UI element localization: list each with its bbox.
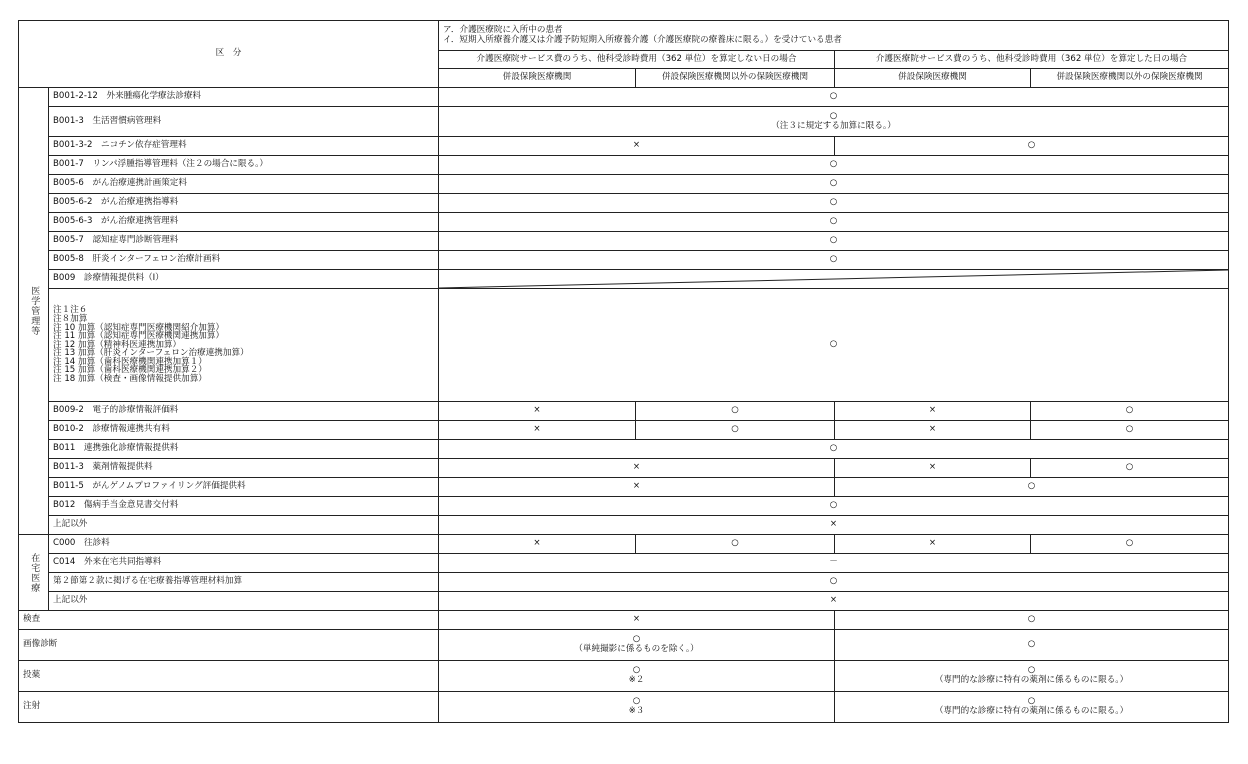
cell-mark: ○ — [1027, 696, 1036, 707]
row-label: B001-3 生活習慣病管理料 — [49, 107, 439, 137]
header-heisetsu-1: 併設保険医療機関 — [439, 69, 636, 88]
cell-value — [439, 692, 835, 723]
note-item: 注 13 加算（肝炎インターフェロン治療連携加算） — [53, 348, 249, 359]
cell-mark: ○ — [632, 665, 641, 676]
cell-note: ※３ — [628, 706, 645, 716]
cell-value: ○ — [439, 156, 1229, 175]
cell-value — [439, 661, 835, 692]
row-label: B009-2 電子的診療情報評価料 — [49, 402, 439, 421]
row-label: 画像診断 — [19, 630, 439, 661]
cell-value: ○ — [439, 289, 1229, 402]
cell-value — [835, 692, 1229, 723]
cell-value: ○ — [835, 611, 1229, 630]
cell-value: － — [439, 554, 1229, 573]
row-label: B009 診療情報提供料（Ⅰ） — [49, 270, 439, 289]
row-label: B011-3 薬剤情報提供料 — [49, 459, 439, 478]
row-label: 上記以外 — [49, 592, 439, 611]
cell-value: × — [439, 137, 835, 156]
cell-value: ○ — [1031, 535, 1229, 554]
note-item: 注 12 加算（精神科医連携加算） — [53, 339, 182, 350]
note-item: 注８加算 — [53, 313, 88, 324]
cell-value: ○ — [439, 440, 1229, 459]
row-label: B011-5 がんゲノムプロファイリング評価提供料 — [49, 478, 439, 497]
cell-value: ○ — [439, 573, 1229, 592]
cell-value: ○ — [835, 630, 1229, 661]
row-label: C014 外来在宅共同指導料 — [49, 554, 439, 573]
cell-value: ○ — [439, 88, 1229, 107]
cell-value: ○ — [1031, 402, 1229, 421]
cell-value: × — [835, 459, 1031, 478]
cell-value: ○ — [439, 251, 1229, 270]
diagonal-line — [439, 270, 1228, 288]
cell-value — [439, 630, 835, 661]
cell-value: × — [835, 402, 1031, 421]
row-label: 第２節第２款に掲げる在宅療養指導管理材料加算 — [49, 573, 439, 592]
cell-value: ○ — [439, 213, 1229, 232]
cell-note: （注３に規定する加算に限る。） — [771, 120, 896, 131]
billing-table — [18, 20, 1229, 723]
cell-mark: ○ — [829, 110, 838, 121]
row-label: 上記以外 — [49, 516, 439, 535]
cell-value: ○ — [636, 421, 835, 440]
row-label: B005-6-3 がん治療連携管理料 — [49, 213, 439, 232]
cell-value: × — [439, 516, 1229, 535]
cell-note: （単純撮影に係るものを除く。） — [574, 644, 699, 654]
row-label: B005-6 がん治療連携計画策定料 — [49, 175, 439, 194]
cell-value: × — [835, 535, 1031, 554]
header-patients — [439, 21, 1229, 51]
category-igaku: 医学管理等 — [19, 88, 49, 535]
row-label: B005-7 認知症専門診断管理料 — [49, 232, 439, 251]
cell-value: ○ — [835, 137, 1229, 156]
cell-value — [439, 107, 1229, 137]
header-other-1: 併設保険医療機関以外の保険医療機関 — [636, 69, 835, 88]
cell-value: × — [439, 535, 636, 554]
note-item: 注 10 加算（認知症専門医療機関紹介加算） — [53, 322, 225, 333]
cell-mark: ○ — [1027, 665, 1036, 676]
note-item: 注 14 加算（歯科医療機関連携加算１） — [53, 356, 207, 367]
cell-value: ○ — [439, 232, 1229, 251]
row-label: B010-2 診療情報連携共有料 — [49, 421, 439, 440]
cell-value: × — [835, 421, 1031, 440]
cell-value: ○ — [439, 194, 1229, 213]
cell-note: （専門的な診療に特有の薬剤に係るものに限る。） — [934, 675, 1129, 685]
cell-value: ○ — [636, 535, 835, 554]
cell-mark: ○ — [632, 634, 641, 645]
row-label: 注射 — [19, 692, 439, 723]
note-item: 注１注６ — [53, 305, 88, 316]
row-label: B001-7 リンパ浮腫指導管理料（注２の場合に限る。） — [49, 156, 439, 175]
cell-value: × — [439, 459, 835, 478]
cell-value: ○ — [636, 402, 835, 421]
cell-value: ○ — [1031, 421, 1229, 440]
cell-value: ○ — [439, 497, 1229, 516]
row-label: B012 傷病手当金意見書交付料 — [49, 497, 439, 516]
cell-value: × — [439, 478, 835, 497]
cell-value: × — [439, 402, 636, 421]
patient-type-a: ア．介護医療院に入所中の患者 — [443, 24, 563, 35]
cell-value: × — [439, 421, 636, 440]
header-calculated: 介護医療院サービス費のうち、他科受診時費用（362 単位）を算定した日の場合 — [835, 51, 1229, 69]
cell-value: × — [439, 611, 835, 630]
cell-mark: ○ — [632, 696, 641, 707]
notes-list — [49, 289, 439, 402]
header-heisetsu-2: 併設保険医療機関 — [835, 69, 1031, 88]
row-label: 検査 — [19, 611, 439, 630]
note-item: 注 11 加算（認知症専門医療機関連携加算） — [53, 331, 225, 342]
cell-note: ※２ — [628, 675, 645, 685]
cell-note: （専門的な診療に特有の薬剤に係るものに限る。） — [934, 706, 1129, 716]
header-not-calculated: 介護医療院サービス費のうち、他科受診時費用（362 単位）を算定しない日の場合 — [439, 51, 835, 69]
row-label: B005-6-2 がん治療連携指導料 — [49, 194, 439, 213]
diagonal-cell — [439, 270, 1229, 289]
cell-value: × — [439, 592, 1229, 611]
note-item: 注 18 加算（検査・画像情報提供加算） — [53, 374, 207, 385]
header-other-2: 併設保険医療機関以外の保険医療機関 — [1031, 69, 1229, 88]
row-label: 投薬 — [19, 661, 439, 692]
cell-value: ○ — [1031, 459, 1229, 478]
category-zaitaku: 在宅医療 — [19, 535, 49, 611]
cell-value: ○ — [835, 478, 1229, 497]
row-label: B005-8 肝炎インターフェロン治療計画料 — [49, 251, 439, 270]
header-kubun: 区 分 — [19, 21, 439, 88]
cell-value: ○ — [439, 175, 1229, 194]
row-label: B001-3-2 ニコチン依存症管理料 — [49, 137, 439, 156]
patient-type-i: イ．短期入所療養介護又は介護予防短期入所療養介護（介護医療院の療養床に限る。）を受けている患者 — [443, 34, 842, 45]
row-label: B011 連携強化診療情報提供料 — [49, 440, 439, 459]
row-label: B001-2-12 外来腫瘍化学療法診療料 — [49, 88, 439, 107]
row-label: C000 往診料 — [49, 535, 439, 554]
note-item: 注 15 加算（歯科医療機関連携加算２） — [53, 365, 207, 376]
cell-value — [835, 661, 1229, 692]
